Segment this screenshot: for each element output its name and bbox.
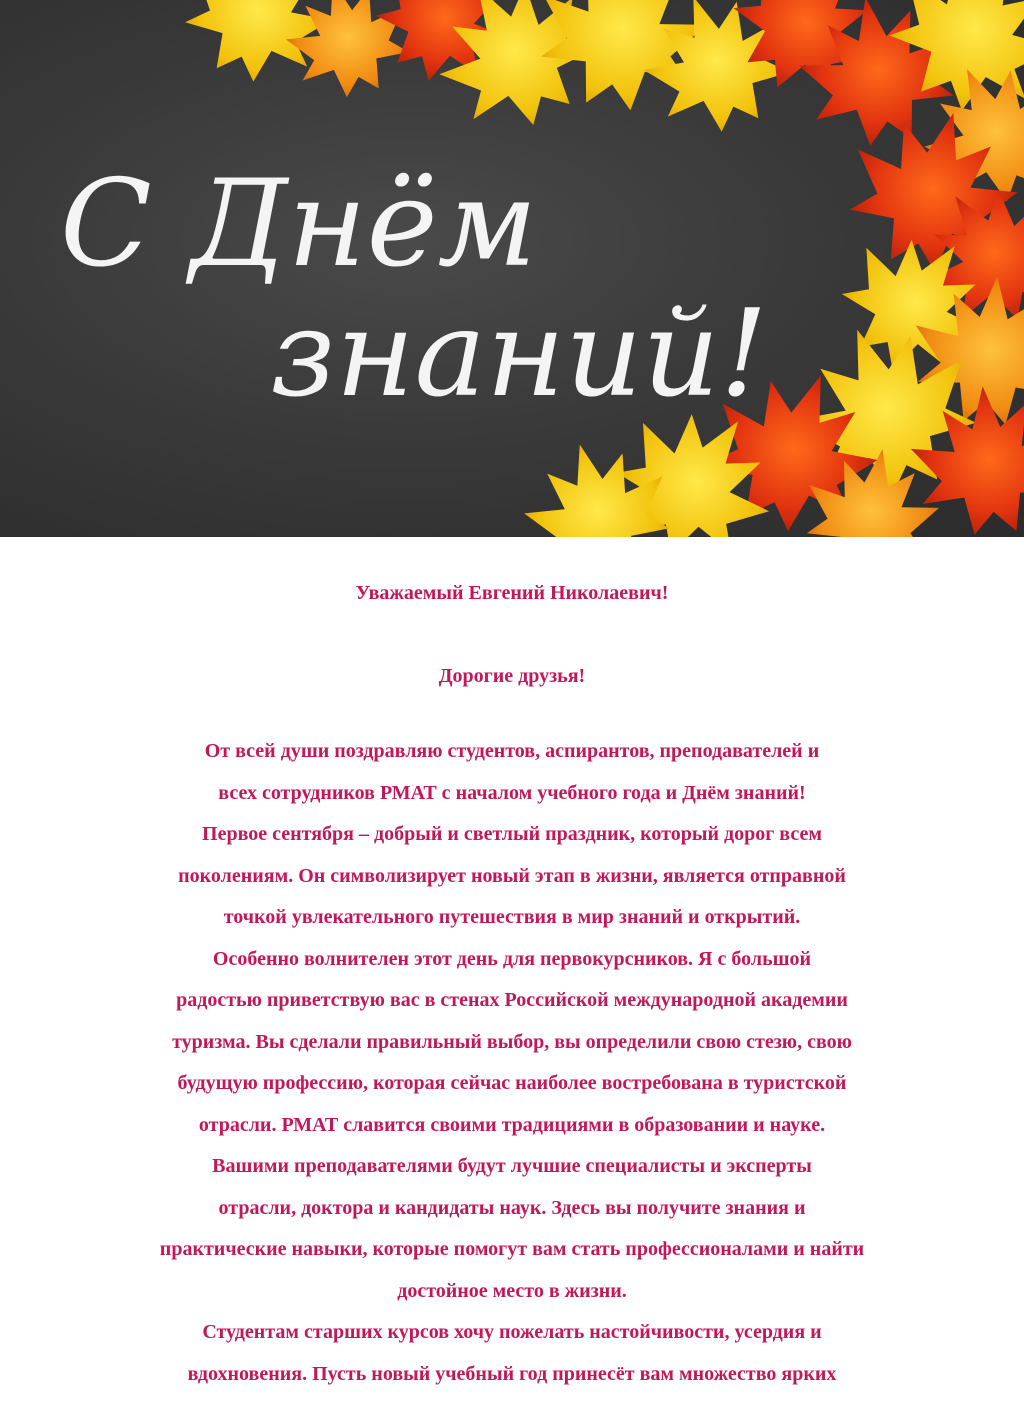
letter-line: всех сотрудников РМАТ с началом учебного года и Днём знаний! xyxy=(218,781,806,804)
letter-line: отрасли, доктора и кандидаты наук. Здесь вы получите знания и xyxy=(218,1196,806,1219)
letter-line: практические навыки, которые помогут вам стать профессионалами и найти xyxy=(159,1238,865,1260)
letter-line: отрасли. РМАТ славится своими традициями в образовании и науке. xyxy=(198,1113,826,1136)
letter-line: От всей души поздравляю студентов, аспирантов, преподавателей и xyxy=(204,740,820,762)
banner-title-line2: знаний! xyxy=(270,285,768,424)
letter-line: достойное место в жизни. xyxy=(397,1279,627,1302)
letter-line: Первое сентября – добрый и светлый праздник, который дорог всем xyxy=(202,823,822,845)
letter-line: Вашими преподавателями будут лучшие специалисты и эксперты xyxy=(212,1155,812,1177)
autumn-leaves-illustration xyxy=(0,0,1024,537)
letter-line: вдохновения. Пусть новый учебный год принесёт вам множество ярких xyxy=(187,1362,837,1385)
letter-line: будущую профессию, которая сейчас наиболее востребована в туристской xyxy=(177,1072,847,1094)
chalkboard-banner xyxy=(0,0,1024,537)
letter-line: поколениям. Он символизирует новый этап в жизни, является отправной xyxy=(178,864,846,887)
letter-line: Особенно волнителен этот день для первокурсников. Я с большой xyxy=(212,947,812,970)
greeting: Дорогие друзья! xyxy=(438,665,586,687)
letter-line: точкой увлекательного путешествия в мир знаний и открытий. xyxy=(223,906,801,928)
salutation: Уважаемый Евгений Николаевич! xyxy=(355,582,669,604)
letter-line: радостью приветствую вас в стенах Российской международной академии xyxy=(176,989,848,1011)
letter-line: туризма. Вы сделали правильный выбор, вы определили свою стезю, свою xyxy=(172,1030,852,1053)
letter-line: Студентам старших курсов хочу пожелать настойчивости, усердия и xyxy=(202,1321,822,1343)
banner-title-line1: С Днём xyxy=(60,155,538,294)
